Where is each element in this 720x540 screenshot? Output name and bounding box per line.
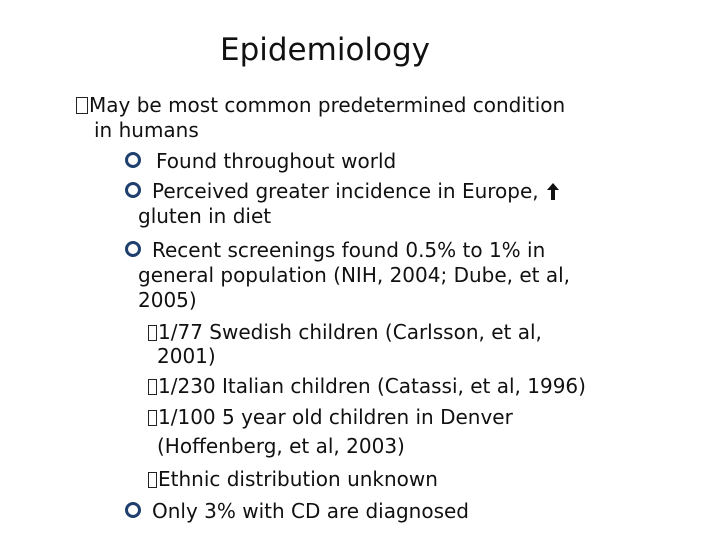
bullet-text: general population (NIH, 2004; Dube, et al,	[138, 263, 571, 287]
bullet-level2-found	[156, 149, 396, 173]
ring-bullet-icon	[125, 502, 141, 518]
up-arrow-icon	[547, 183, 559, 200]
ring-bullet-icon	[125, 182, 141, 198]
missing-glyph-icon	[148, 325, 157, 341]
missing-glyph-icon	[148, 472, 157, 488]
bullet-level2-recent-cont	[138, 263, 570, 287]
bullet-text: Ethnic distribution unknown	[158, 467, 438, 491]
bullet-text: 1/100 5 year old children in Denver	[158, 405, 513, 429]
bullet-level2-only	[152, 499, 469, 523]
bullet-text: in humans	[94, 118, 199, 142]
bullet-text: May be most common predetermined condition	[89, 93, 566, 117]
bullet-level3-swedish-cont	[157, 344, 216, 368]
bullet-text: Only 3% with CD are diagnosed	[152, 499, 470, 523]
bullet-level3-swedish	[148, 320, 542, 344]
ring-bullet-icon	[125, 152, 141, 168]
missing-glyph-icon	[148, 410, 157, 426]
missing-glyph-icon	[148, 379, 157, 395]
bullet-text: Recent screenings found 0.5% to 1% in	[152, 238, 546, 262]
bullet-text: 2001)	[157, 344, 216, 368]
bullet-text: gluten in diet	[138, 204, 272, 228]
bullet-level2-perceived	[152, 179, 559, 203]
ring-bullet-icon	[125, 241, 141, 257]
bullet-text: Found throughout world	[156, 149, 397, 173]
bullet-text: Perceived greater incidence in Europe,	[152, 179, 539, 203]
bullet-text: 1/230 Italian children (Catassi, et al, 1996)	[158, 374, 586, 398]
missing-glyph-icon	[76, 97, 88, 114]
bullet-level2-perceived-cont	[138, 204, 271, 228]
bullet-text: 2005)	[138, 288, 197, 312]
bullet-text: 1/77 Swedish children (Carlsson, et al,	[158, 320, 542, 344]
bullet-level2-recent	[152, 238, 545, 262]
bullet-level1-cont	[94, 118, 199, 142]
bullet-level3-denver	[148, 405, 513, 429]
bullet-level3-ethnic	[148, 467, 438, 491]
bullet-level3-denver-cont	[157, 434, 405, 458]
bullet-level3-italian	[148, 374, 586, 398]
bullet-level1	[76, 93, 565, 117]
slide-title: Epidemiology	[220, 32, 431, 68]
bullet-level2-recent-cont	[138, 288, 197, 312]
bullet-text: (Hoffenberg, et al, 2003)	[157, 434, 405, 458]
